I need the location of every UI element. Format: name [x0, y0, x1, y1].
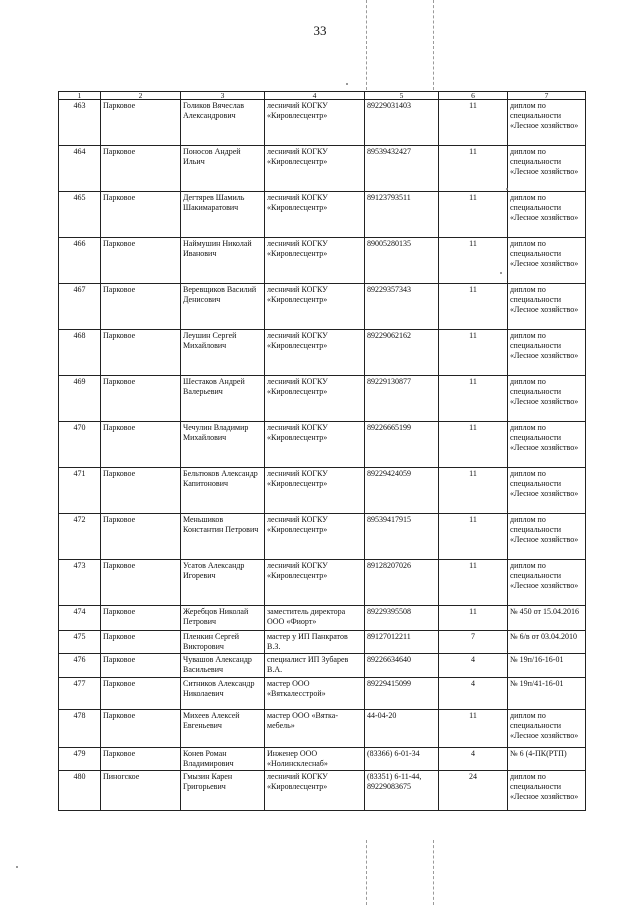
cell-position: мастер у ИП Панкратов В.З.: [265, 631, 365, 654]
table-row: [59, 606, 586, 631]
cell-place: Парковое: [101, 678, 181, 710]
cell-doc: диплом по специальности «Лесное хозяйство»: [508, 192, 586, 238]
cell-num: 473: [59, 560, 101, 606]
cell-phone: 89229031403: [365, 100, 439, 146]
cell-place: Парковое: [101, 468, 181, 514]
cell-edu: 7: [439, 631, 508, 654]
cell-position: лесничий КОГКУ «Кировлесцентр»: [265, 100, 365, 146]
cell-name: Пленкин Сергей Викторович: [181, 631, 265, 654]
cell-doc: № 6 (4-ПК(РТП): [508, 748, 586, 771]
cell-phone: 89539417915: [365, 514, 439, 560]
cell-edu: 11: [439, 238, 508, 284]
cell-position: специалист ИП Зубарев В.А.: [265, 654, 365, 678]
cell-place: Парковое: [101, 100, 181, 146]
table-row: [59, 678, 586, 710]
cell-edu: 4: [439, 678, 508, 710]
cell-doc: № 6/в от 03.04.2010: [508, 631, 586, 654]
cell-doc: диплом по специальности «Лесное хозяйство»: [508, 146, 586, 192]
cell-name: Ситников Александр Николаевич: [181, 678, 265, 710]
cell-num: 476: [59, 654, 101, 678]
cell-doc: № 450 от 15.04.2016: [508, 606, 586, 631]
cell-place: Парковое: [101, 376, 181, 422]
cell-name: Чувашов Александр Васильевич: [181, 654, 265, 678]
cell-edu: 11: [439, 146, 508, 192]
cell-place: Парковое: [101, 606, 181, 631]
cell-place: Парковое: [101, 654, 181, 678]
table-row: [59, 560, 586, 606]
cell-phone: 89229357343: [365, 284, 439, 330]
cell-doc: диплом по специальности «Лесное хозяйство»: [508, 284, 586, 330]
cell-num: 470: [59, 422, 101, 468]
cell-position: лесничий КОГКУ «Кировлесцентр»: [265, 146, 365, 192]
cell-phone: 89127012211: [365, 631, 439, 654]
cell-name: Гмызин Карен Григорьевич: [181, 771, 265, 811]
cell-place: Пиногское: [101, 771, 181, 811]
cell-doc: № 19п/41-16-01: [508, 678, 586, 710]
cell-position: лесничий КОГКУ «Кировлесцентр»: [265, 468, 365, 514]
cell-edu: 11: [439, 330, 508, 376]
scan-artifact-dot: [506, 188, 508, 190]
cell-phone: 44-04-20: [365, 710, 439, 748]
cell-place: Парковое: [101, 330, 181, 376]
cell-phone: 89128207026: [365, 560, 439, 606]
table-row: [59, 514, 586, 560]
cell-place: Парковое: [101, 560, 181, 606]
cell-num: 480: [59, 771, 101, 811]
cell-edu: 11: [439, 100, 508, 146]
cell-doc: диплом по специальности «Лесное хозяйство»: [508, 376, 586, 422]
cell-num: 475: [59, 631, 101, 654]
scan-artifact-line: [366, 840, 367, 905]
cell-num: 471: [59, 468, 101, 514]
cell-phone: 89123793511: [365, 192, 439, 238]
cell-position: лесничий КОГКУ «Кировлесцентр»: [265, 771, 365, 811]
cell-edu: 11: [439, 560, 508, 606]
cell-phone: (83351) 6-11-44, 89229083675: [365, 771, 439, 811]
cell-name: Михеев Алексей Евгеньевич: [181, 710, 265, 748]
col-header-7: 7: [508, 92, 586, 100]
col-header-5: 5: [365, 92, 439, 100]
cell-num: 465: [59, 192, 101, 238]
cell-edu: 11: [439, 284, 508, 330]
cell-doc: диплом по специальности «Лесное хозяйство»: [508, 100, 586, 146]
cell-num: 479: [59, 748, 101, 771]
cell-doc: № 19п/16-16-01: [508, 654, 586, 678]
cell-doc: диплом по специальности «Лесное хозяйство»: [508, 330, 586, 376]
cell-num: 466: [59, 238, 101, 284]
cell-doc: диплом по специальности «Лесное хозяйство»: [508, 710, 586, 748]
cell-position: лесничий КОГКУ «Кировлесцентр»: [265, 560, 365, 606]
cell-place: Парковое: [101, 146, 181, 192]
cell-place: Парковое: [101, 238, 181, 284]
table-row: [59, 631, 586, 654]
cell-name: Жеребцов Николай Петрович: [181, 606, 265, 631]
cell-num: 467: [59, 284, 101, 330]
cell-position: заместитель директора ООО «Фиорт»: [265, 606, 365, 631]
cell-name: Конев Роман Владимирович: [181, 748, 265, 771]
cell-doc: диплом по специальности «Лесное хозяйство»: [508, 422, 586, 468]
cell-name: Бельтюков Александр Капитонович: [181, 468, 265, 514]
table-row: [59, 100, 586, 146]
cell-place: Парковое: [101, 710, 181, 748]
cell-position: лесничий КОГКУ «Кировлесцентр»: [265, 238, 365, 284]
table-row: [59, 422, 586, 468]
cell-num: 478: [59, 710, 101, 748]
cell-name: Меньшиков Константин Петрович: [181, 514, 265, 560]
cell-position: лесничий КОГКУ «Кировлесцентр»: [265, 376, 365, 422]
cell-edu: 11: [439, 710, 508, 748]
cell-name: Дегтярев Шамиль Шакимаратович: [181, 192, 265, 238]
cell-phone: 89229415099: [365, 678, 439, 710]
cell-edu: 4: [439, 748, 508, 771]
col-header-3: 3: [181, 92, 265, 100]
cell-position: лесничий КОГКУ «Кировлесцентр»: [265, 514, 365, 560]
cell-num: 477: [59, 678, 101, 710]
cell-phone: (83366) 6-01-34: [365, 748, 439, 771]
scan-artifact-line: [433, 840, 434, 905]
col-header-6: 6: [439, 92, 508, 100]
table-row: [59, 710, 586, 748]
cell-name: Поносов Андрей Ильич: [181, 146, 265, 192]
cell-edu: 24: [439, 771, 508, 811]
cell-edu: 11: [439, 192, 508, 238]
scan-artifact-line: [433, 0, 434, 90]
table-row: [59, 376, 586, 422]
table-row: [59, 192, 586, 238]
cell-name: Чечулин Владимир Михайлович: [181, 422, 265, 468]
cell-edu: 11: [439, 606, 508, 631]
col-header-2: 2: [101, 92, 181, 100]
cell-num: 472: [59, 514, 101, 560]
cell-edu: 4: [439, 654, 508, 678]
table-row: [59, 146, 586, 192]
cell-num: 464: [59, 146, 101, 192]
cell-phone: 89226634640: [365, 654, 439, 678]
table-row: [59, 771, 586, 811]
cell-position: лесничий КОГКУ «Кировлесцентр»: [265, 330, 365, 376]
cell-position: мастер ООО «Вятка-мебель»: [265, 710, 365, 748]
cell-phone: 89005280135: [365, 238, 439, 284]
cell-phone: 89539432427: [365, 146, 439, 192]
table-row: [59, 654, 586, 678]
cell-num: 474: [59, 606, 101, 631]
cell-position: Инженер ООО «Нолинсклеснаб»: [265, 748, 365, 771]
cell-doc: диплом по специальности «Лесное хозяйство»: [508, 238, 586, 284]
cell-name: Усатов Александр Игоревич: [181, 560, 265, 606]
cell-place: Парковое: [101, 192, 181, 238]
table-row: [59, 238, 586, 284]
cell-place: Парковое: [101, 284, 181, 330]
cell-edu: 11: [439, 376, 508, 422]
cell-phone: 89229395508: [365, 606, 439, 631]
cell-edu: 11: [439, 468, 508, 514]
cell-phone: 89229424059: [365, 468, 439, 514]
col-header-4: 4: [265, 92, 365, 100]
page-number: 33: [313, 23, 327, 38]
cell-position: мастер ООО «Вяткалесстрой»: [265, 678, 365, 710]
cell-edu: 11: [439, 514, 508, 560]
cell-place: Парковое: [101, 422, 181, 468]
cell-num: 469: [59, 376, 101, 422]
cell-position: лесничий КОГКУ «Кировлесцентр»: [265, 284, 365, 330]
cell-phone: 89229130877: [365, 376, 439, 422]
cell-name: Шестаков Андрей Валерьевич: [181, 376, 265, 422]
cell-phone: 89229062162: [365, 330, 439, 376]
cell-name: Голиков Вячеслав Александрович: [181, 100, 265, 146]
cell-num: 468: [59, 330, 101, 376]
scan-artifact-dot: [500, 272, 502, 274]
cell-doc: диплом по специальности «Лесное хозяйство»: [508, 514, 586, 560]
col-header-1: 1: [59, 92, 101, 100]
table-row: [59, 468, 586, 514]
table-row: [59, 748, 586, 771]
table-row: [59, 330, 586, 376]
cell-place: Парковое: [101, 514, 181, 560]
cell-name: Леушин Сергей Михайлович: [181, 330, 265, 376]
column-number-row: [59, 92, 586, 100]
cell-position: лесничий КОГКУ «Кировлесцентр»: [265, 192, 365, 238]
cell-num: 463: [59, 100, 101, 146]
cell-phone: 89226665199: [365, 422, 439, 468]
cell-doc: диплом по специальности «Лесное хозяйство»: [508, 771, 586, 811]
cell-place: Парковое: [101, 631, 181, 654]
cell-place: Парковое: [101, 748, 181, 771]
cell-position: лесничий КОГКУ «Кировлесцентр»: [265, 422, 365, 468]
scan-artifact-dot: [346, 83, 348, 85]
cell-doc: диплом по специальности «Лесное хозяйство»: [508, 468, 586, 514]
scan-artifact-line: [366, 0, 367, 90]
table-row: [59, 284, 586, 330]
cell-name: Веревщиков Василий Денисович: [181, 284, 265, 330]
cell-name: Наймушин Николай Иванович: [181, 238, 265, 284]
personnel-table: [58, 91, 586, 811]
cell-edu: 11: [439, 422, 508, 468]
scan-artifact-dot: [16, 866, 18, 868]
cell-doc: диплом по специальности «Лесное хозяйство»: [508, 560, 586, 606]
